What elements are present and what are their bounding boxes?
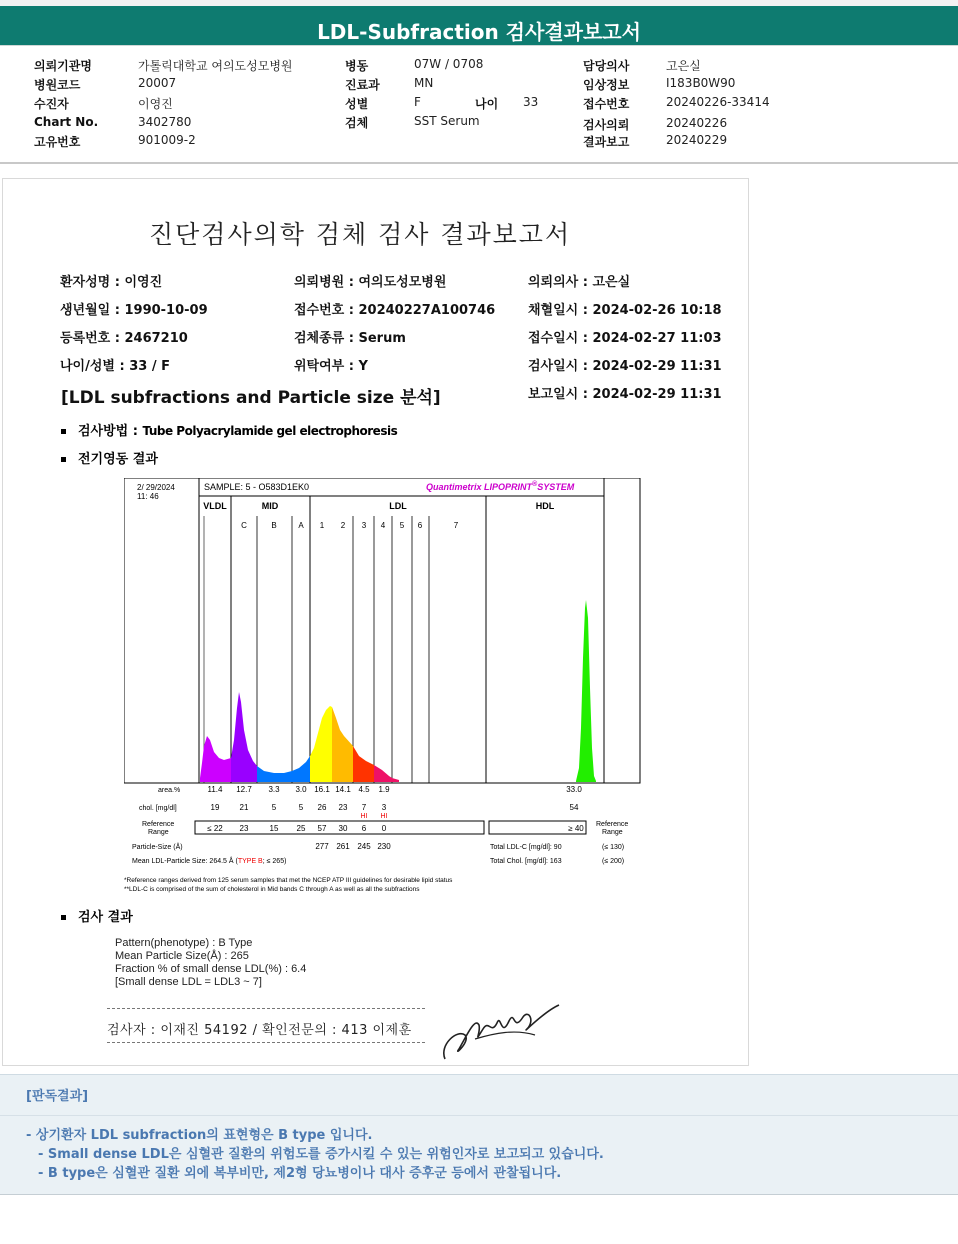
info-label: 의뢰기관명 bbox=[34, 59, 92, 73]
ref-label: Reference bbox=[142, 821, 175, 828]
interpretation-line: - Small dense LDL은 심혈관 질환의 위험도를 증가시킬 수 있는 위험인자로 보고되고 있습니다. bbox=[38, 1147, 604, 1162]
area-label: area.% bbox=[158, 787, 181, 794]
sample-id: SAMPLE: 5 - O583D1EK0 bbox=[204, 482, 310, 492]
ref-label: Reference bbox=[596, 821, 629, 828]
result-definition: [Small dense LDL = LDL3 ~ 7] bbox=[115, 976, 262, 988]
info-value: 07W / 0708 bbox=[414, 57, 484, 71]
ref-label: Range bbox=[148, 829, 169, 836]
method-label: 검사방법 : bbox=[78, 424, 143, 439]
brand-logo: Quantimetrix LIPOPRINT®SYSTEM bbox=[426, 481, 575, 492]
total-ldl: Total LDL-C [mg/dl]: 90 bbox=[490, 844, 562, 851]
patient-field: 나이/성별 : 33 / F bbox=[60, 359, 171, 374]
info-value: F bbox=[414, 95, 421, 109]
footnote: **LDL-C is comprised of the sum of cholesterol in Mid bands C through A as well as all the subfractions bbox=[124, 886, 420, 893]
band-label: 5 bbox=[399, 521, 405, 530]
mean-size: Mean LDL-Particle Size: 264.5 Å (TYPE B; ≤ 265) bbox=[132, 858, 287, 865]
ref-value: 23 bbox=[239, 824, 249, 833]
band-label: B bbox=[271, 521, 277, 530]
ref-value: 30 bbox=[338, 824, 348, 833]
band-label: 3 bbox=[361, 521, 367, 530]
bullet-icon bbox=[61, 457, 66, 462]
chol-value: 54 bbox=[569, 803, 579, 812]
patient-field: 검체종류 : Serum bbox=[294, 331, 406, 346]
chol-value: 26 bbox=[317, 803, 327, 812]
info-value: 20240229 bbox=[666, 133, 728, 147]
patient-field: 보고일시 : 2024-02-29 11:31 bbox=[528, 387, 722, 402]
area-value: 1.9 bbox=[378, 785, 390, 794]
particle-value: 245 bbox=[357, 842, 371, 851]
info-value: MN bbox=[414, 76, 434, 90]
total-chol-ref: (≤ 200) bbox=[602, 858, 625, 865]
patient-field: 접수일시 : 2024-02-27 11:03 bbox=[528, 331, 722, 346]
area-value: 4.5 bbox=[358, 785, 370, 794]
interpretation-line: - B type은 심혈관 질환 외에 복부비만, 제2형 당뇨병이나 대사 증후군 등에서 관찰됩니다. bbox=[38, 1166, 562, 1181]
interpretation-line: - 상기환자 LDL subfraction의 표현형은 B type 입니다. bbox=[26, 1128, 373, 1143]
info-value: 가톨릭대학교 여의도성모병원 bbox=[138, 59, 293, 73]
timestamp-time: 11: 46 bbox=[137, 492, 159, 501]
info-value: 901009-2 bbox=[138, 133, 196, 147]
group-label: VLDL bbox=[203, 501, 227, 511]
patient-field: 검사일시 : 2024-02-29 11:31 bbox=[528, 359, 722, 374]
info-label: 수진자 bbox=[34, 97, 69, 111]
chol-value: 5 bbox=[271, 803, 277, 812]
footnote: *Reference ranges derived from 125 serum samples that met the NCEP ATP III guidelines for desirable lipid status bbox=[124, 877, 453, 884]
info-label: 성별 bbox=[345, 97, 369, 111]
bullet-icon bbox=[61, 915, 66, 920]
group-label: MID bbox=[261, 501, 279, 511]
area-value: 3.0 bbox=[295, 785, 307, 794]
patient-info-header bbox=[0, 52, 958, 164]
dashed-divider bbox=[107, 1042, 425, 1043]
lipoprint-svg bbox=[124, 478, 642, 896]
band-label: 4 bbox=[380, 521, 386, 530]
ref-value: 6 bbox=[361, 824, 367, 833]
hi-flag: HI bbox=[360, 813, 368, 820]
chol-value: 7 bbox=[361, 803, 367, 812]
info-label: 접수번호 bbox=[583, 97, 630, 111]
document-title: 진단검사의학 검체 검사 결과보고서 bbox=[149, 220, 572, 249]
method-line bbox=[61, 420, 397, 439]
info-label: 진료과 bbox=[345, 78, 380, 92]
info-value: I183B0W90 bbox=[666, 76, 736, 90]
patient-field: 위탁여부 : Y bbox=[294, 359, 368, 374]
chol-value: 5 bbox=[298, 803, 304, 812]
interpretation-heading: [판독결과] bbox=[26, 1089, 89, 1104]
patient-field: 접수번호 : 20240227A100746 bbox=[294, 303, 496, 318]
result-heading bbox=[61, 906, 133, 925]
band-label: A bbox=[298, 521, 304, 530]
ref-value: 57 bbox=[317, 824, 327, 833]
ref-value: 15 bbox=[269, 824, 279, 833]
patient-field: 의뢰병원 : 여의도성모병원 bbox=[294, 275, 447, 290]
patient-field: 생년월일 : 1990-10-09 bbox=[60, 303, 208, 318]
examiner-line: 검사자 : 이재진 54192 / 확인전문의 : 413 이제훈 bbox=[107, 1023, 412, 1038]
info-label: 임상정보 bbox=[583, 78, 630, 92]
area-value: 3.3 bbox=[268, 785, 280, 794]
chol-value: 3 bbox=[381, 803, 387, 812]
total-chol: Total Chol. [mg/dl]: 163 bbox=[490, 858, 562, 865]
particle-value: 230 bbox=[377, 842, 391, 851]
patient-field: 환자성명 : 이영진 bbox=[60, 275, 163, 290]
ref-label: Range bbox=[602, 829, 623, 836]
info-label: Chart No. bbox=[34, 115, 99, 129]
band-label: 7 bbox=[453, 521, 459, 530]
particle-value: 261 bbox=[336, 842, 350, 851]
patient-field: 의뢰의사 : 고은실 bbox=[528, 275, 631, 290]
ref-value: ≤ 22 bbox=[207, 824, 223, 833]
lipoprint-chart bbox=[124, 478, 642, 896]
report-document bbox=[2, 178, 749, 1066]
info-value: 3402780 bbox=[138, 115, 192, 129]
electrophoresis-heading bbox=[61, 448, 158, 467]
band-label: 2 bbox=[340, 521, 346, 530]
hi-flag: HI bbox=[380, 813, 388, 820]
info-value: 20240226-33414 bbox=[666, 95, 770, 109]
info-value: 33 bbox=[523, 95, 539, 109]
info-label: 담당의사 bbox=[583, 59, 630, 73]
result-particle-size: Mean Particle Size(Å) : 265 bbox=[115, 950, 249, 962]
info-value: SST Serum bbox=[414, 114, 480, 128]
patient-field: 채혈일시 : 2024-02-26 10:18 bbox=[528, 303, 722, 318]
area-value: 14.1 bbox=[335, 785, 351, 794]
chol-label: chol. [mg/dl] bbox=[139, 805, 177, 812]
electro-label: 전기영동 결과 bbox=[78, 452, 158, 467]
chol-value: 21 bbox=[239, 803, 249, 812]
result-phenotype: Pattern(phenotype) : B Type bbox=[115, 937, 253, 949]
info-value: 20240226 bbox=[666, 116, 728, 130]
band-label: C bbox=[241, 521, 247, 530]
result-small-dense: Fraction % of small dense LDL(%) : 6.4 bbox=[115, 963, 307, 975]
band-label: 6 bbox=[417, 521, 423, 530]
band-label: 1 bbox=[319, 521, 325, 530]
particle-value: 277 bbox=[315, 842, 329, 851]
info-label: 병동 bbox=[345, 59, 369, 73]
method-value: Tube Polyacrylamide gel electrophoresis bbox=[142, 424, 398, 438]
ref-value: 25 bbox=[296, 824, 306, 833]
patient-field: 등록번호 : 2467210 bbox=[60, 331, 188, 346]
panel-divider bbox=[0, 1115, 958, 1116]
info-label: 검사의뢰 bbox=[583, 118, 630, 132]
group-label: LDL bbox=[389, 501, 407, 511]
chol-value: 23 bbox=[338, 803, 348, 812]
info-value: 이영진 bbox=[138, 97, 173, 111]
info-label: 나이 bbox=[475, 97, 499, 111]
title-bar bbox=[0, 0, 958, 46]
dashed-divider bbox=[107, 1008, 425, 1009]
area-value: 11.4 bbox=[207, 785, 223, 794]
particle-label: Particle-Size (Å) bbox=[132, 844, 183, 851]
area-value: 33.0 bbox=[566, 785, 582, 794]
timestamp-date: 2/ 29/2024 bbox=[137, 483, 175, 492]
report-title: LDL-Subfraction 검사결과보고서 bbox=[317, 20, 641, 44]
group-label: HDL bbox=[535, 501, 555, 511]
chart-data-table bbox=[124, 785, 628, 893]
info-value: 고은실 bbox=[666, 59, 701, 73]
info-label: 검체 bbox=[345, 116, 369, 130]
chol-value: 19 bbox=[210, 803, 220, 812]
info-label: 고유번호 bbox=[34, 135, 81, 149]
result-label: 검사 결과 bbox=[78, 910, 133, 925]
signature-icon bbox=[435, 999, 565, 1069]
info-label: 병원코드 bbox=[34, 78, 81, 92]
bullet-icon bbox=[61, 429, 66, 434]
info-label: 결과보고 bbox=[583, 135, 630, 149]
info-value: 20007 bbox=[138, 76, 177, 90]
ref-value: 0 bbox=[381, 824, 387, 833]
total-ldl-ref: (≤ 130) bbox=[602, 844, 625, 851]
interpretation-panel bbox=[0, 1074, 958, 1195]
area-value: 12.7 bbox=[236, 785, 252, 794]
analysis-subtitle: [LDL subfractions and Particle size 분석] bbox=[61, 388, 441, 408]
ref-hdl: ≥ 40 bbox=[568, 824, 584, 833]
area-value: 16.1 bbox=[314, 785, 330, 794]
